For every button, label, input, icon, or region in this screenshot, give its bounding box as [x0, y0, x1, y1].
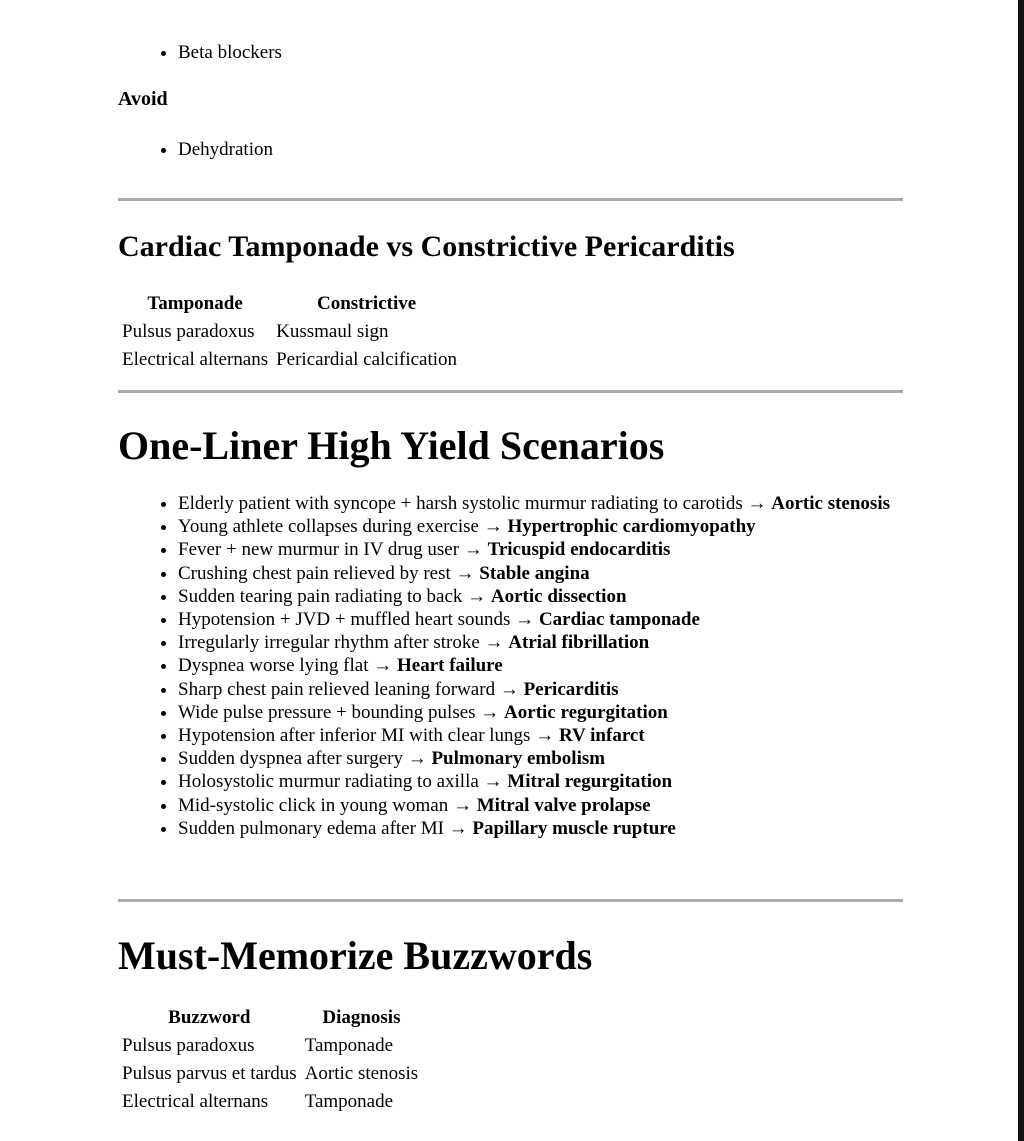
scenario-item: [178, 654, 963, 677]
scenario-text: Young athlete collapses during exercise →: [178, 516, 508, 538]
scenario-answer: Atrial fibrillation: [508, 632, 650, 654]
scenario-answer: Aortic stenosis: [771, 493, 890, 514]
scenario-text: Hypotension after inferior MI with clear lungs →: [178, 725, 559, 747]
scenario-answer: RV infarct: [558, 725, 645, 747]
buzzword-table: [118, 1004, 422, 1116]
scenario-text: Hypotension + JVD + muffled heart sounds →: [178, 609, 539, 631]
scenario-answer: Pericarditis: [523, 678, 619, 700]
scenario-item: [178, 515, 963, 538]
table-row: [118, 1032, 422, 1060]
scenario-item: [178, 770, 963, 793]
table-row: [118, 1088, 422, 1116]
table-cell: Electrical alternans: [122, 349, 269, 370]
section-heading-tamponade-vs-constrictive: Cardiac Tamponade vs Constrictive Pericarditis: [118, 230, 735, 263]
scenario-text: Sharp chest pain relieved leaning forward →: [178, 678, 524, 700]
scenario-item: [178, 585, 963, 608]
scenario-text: Sudden tearing pain radiating to back →: [178, 585, 491, 607]
scenario-item: [178, 608, 963, 631]
table-header-row: [118, 1004, 422, 1032]
window-edge: [1018, 0, 1024, 1141]
list-item: • Dehydration: [178, 138, 273, 161]
scenario-item: [178, 817, 963, 840]
scenario-answer: Aortic regurgitation: [504, 701, 668, 723]
scenario-text: Crushing chest pain relieved by rest →: [178, 562, 480, 584]
scenario-text: Sudden dyspnea after surgery →: [178, 748, 432, 770]
top-bullet-list: [118, 41, 282, 64]
scenario-answer: Mitral valve prolapse: [476, 794, 651, 816]
column-header: Tamponade: [147, 293, 243, 314]
scenario-answer: Papillary muscle rupture: [472, 817, 676, 839]
column-header: Constrictive: [316, 293, 417, 314]
table-cell: Electrical alternans: [122, 1091, 269, 1112]
table-row: [118, 346, 461, 374]
divider: [118, 198, 903, 201]
scenario-item: [178, 794, 963, 817]
table-row: [118, 318, 461, 346]
table-cell: Tamponade: [304, 1091, 394, 1112]
table-cell: Pulsus paradoxus: [122, 1035, 255, 1056]
table-cell: Pulsus parvus et tardus: [122, 1063, 297, 1084]
divider: [118, 899, 903, 902]
scenario-item: [178, 701, 963, 724]
table-cell: Aortic stenosis: [304, 1063, 419, 1084]
table-cell: Pulsus paradoxus: [122, 321, 255, 342]
table-cell: Tamponade: [304, 1035, 394, 1056]
scenario-answer: Mitral regurgitation: [507, 771, 673, 793]
divider: [118, 390, 903, 393]
section-heading-buzzwords: Must-Memorize Buzzwords: [118, 933, 593, 978]
scenario-text: Elderly patient with syncope + harsh systolic murmur radiating to carotids →: [178, 493, 772, 514]
scenario-item: [178, 747, 963, 770]
column-header: Buzzword: [168, 1007, 251, 1028]
scenario-answer: Cardiac tamponade: [538, 609, 700, 631]
table-row: [118, 1060, 422, 1088]
scenario-text: Fever + new murmur in IV drug user →: [178, 539, 488, 561]
scenario-answer: Stable angina: [479, 562, 590, 584]
scenario-text: Mid-systolic click in young woman →: [178, 794, 477, 816]
avoid-heading: Avoid: [118, 88, 168, 110]
scenario-item: [178, 631, 963, 654]
scenario-text: Dyspnea worse lying flat →: [178, 655, 397, 677]
scenario-list: [118, 492, 963, 840]
scenario-answer: Tricuspid endocarditis: [487, 539, 671, 561]
scenario-item: [178, 562, 963, 585]
list-item: • Beta blockers: [178, 41, 282, 64]
scenario-item: [178, 678, 963, 701]
table-cell: Kussmaul sign: [276, 321, 389, 342]
scenario-text: Holosystolic murmur radiating to axilla →: [178, 771, 508, 793]
scenario-item: [178, 538, 963, 561]
table-header-row: [118, 290, 461, 318]
scenario-answer: Heart failure: [396, 655, 503, 677]
table-cell: Pericardial calcification: [276, 349, 458, 370]
section-heading-one-liners: One-Liner High Yield Scenarios: [118, 423, 665, 468]
scenario-text: Sudden pulmonary edema after MI →: [178, 817, 473, 839]
scenario-answer: Pulmonary embolism: [431, 748, 606, 770]
scenario-text: Irregularly irregular rhythm after stroke →: [178, 632, 509, 654]
scenario-item: [178, 492, 963, 515]
scenario-item: [178, 724, 963, 747]
scenario-text: Wide pulse pressure + bounding pulses →: [178, 701, 505, 723]
scenario-answer: Aortic dissection: [490, 585, 627, 607]
comparison-table: [118, 290, 461, 374]
column-header: Diagnosis: [322, 1007, 401, 1028]
scenario-answer: Hypertrophic cardiomyopathy: [507, 516, 756, 538]
avoid-bullet-list: [118, 138, 273, 161]
